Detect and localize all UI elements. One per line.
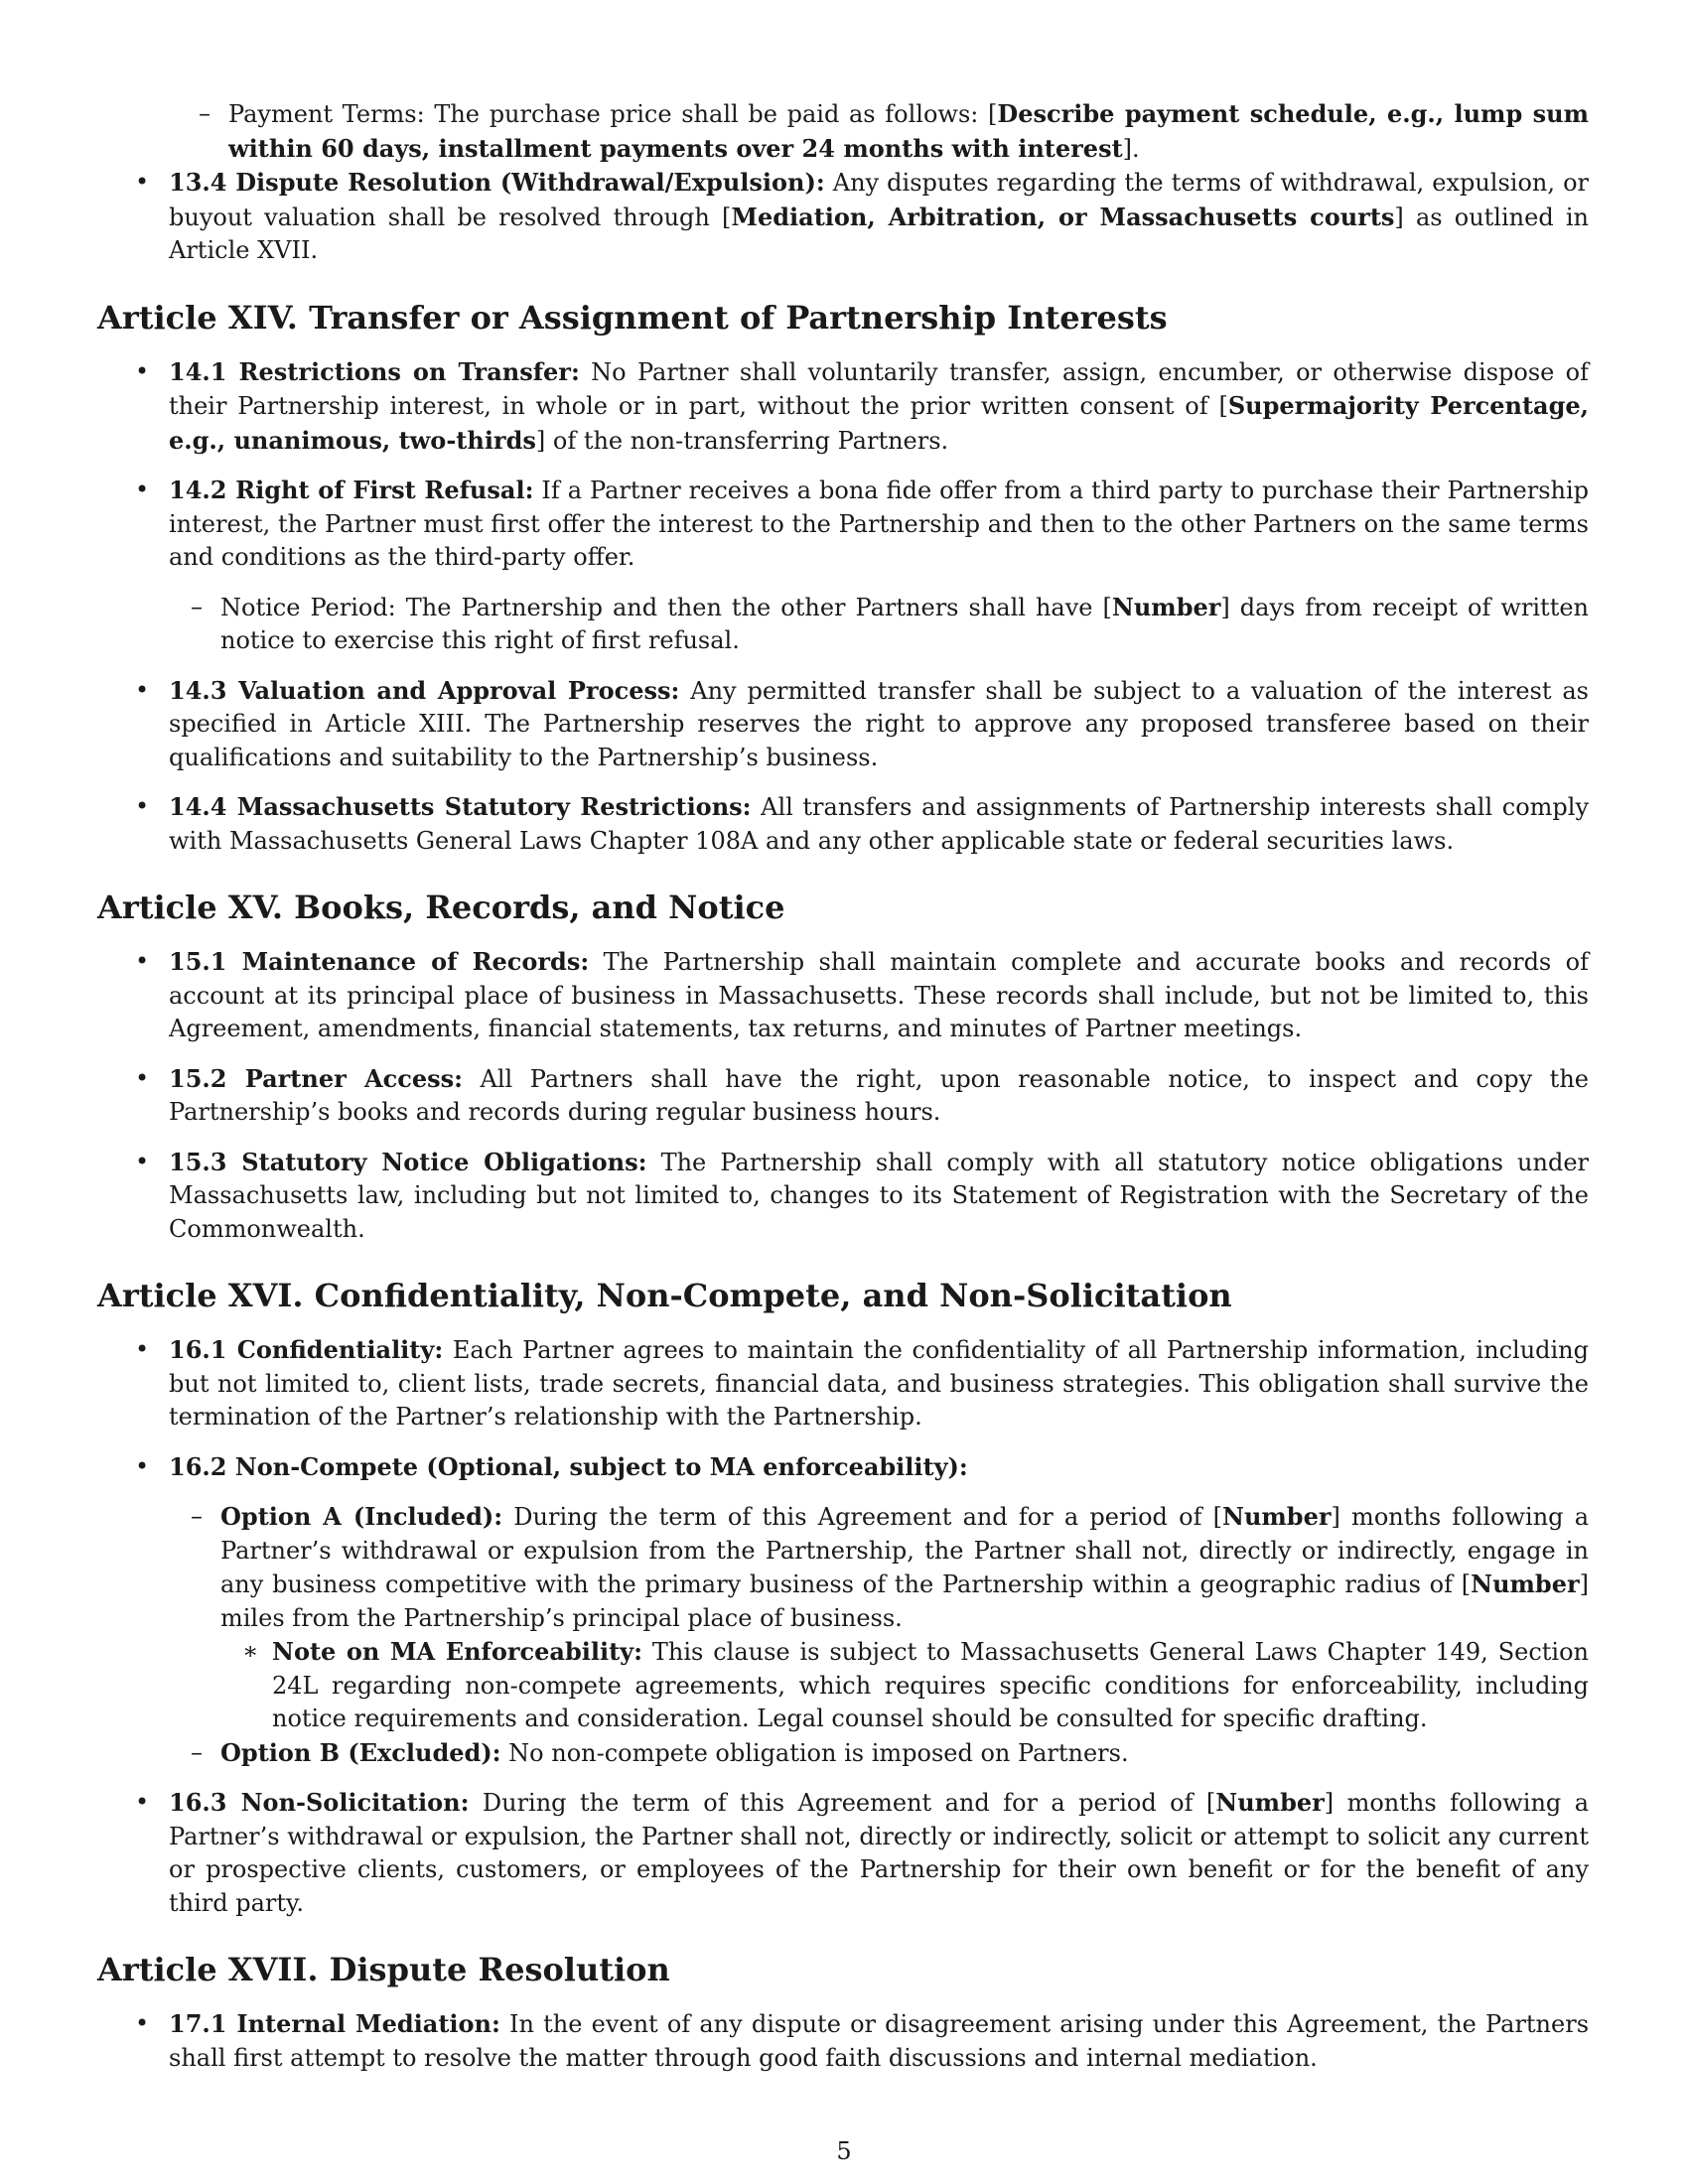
section-13-list: [99, 166, 1589, 268]
article-16-list: [99, 1333, 1589, 1920]
article-14-list: [99, 355, 1589, 859]
clause-16-2: • 16.2 Non-Compete (Optional, subject to MA enforceability): – Option A (Included): During the term of this Agreement and for a period of [Number] months following a Partner’s withdrawal or expulsion from the Partnership, the Partner shall not, directly or indirectly, engage in any business competitive with the primary business of the Partnership within a geographic radius of [Number] miles from the Partnership’s principal place of business. ∗ Note on MA Enforceability: This clause is subject to Massachusetts General Laws Chapter 149, Section 24L regarding non-compete agreements, which requires specific conditions for enforceability, including notice requirements and consideration. Legal counsel should be consulted for specific drafting. – Option B (Excluded): No non-compete obligation is imposed on Partners.: [99, 1450, 1589, 1771]
article-17-heading: Article XVII. Dispute Resolution: [97, 1951, 670, 1988]
article-16-heading: Article XVI. Confidentiality, Non-Compete, and Non-Solicitation: [97, 1277, 1232, 1314]
option-a-note-list: [220, 1635, 1589, 1736]
clause-15-1: • 15.1 Maintenance of Records: The Partnership shall maintain complete and accurate books and records of account at its principal place of business in Massachusetts. These records shall include, but not be limited to, this Agreement, amendments, financial statements, tax returns, and minutes of Partner meetings.: [99, 945, 1589, 1046]
clause-16-3: • 16.3 Non-Solicitation: During the term of this Agreement and for a period of [Number] months following a Partner’s withdrawal or expulsion, the Partner shall not, directly or indirectly, solicit or attempt to solicit any current or prospective clients, customers, or employees of the Partnership for their own benefit or for the benefit of any third party.: [99, 1786, 1589, 1920]
payment-terms-item: – Payment Terms: The purchase price shall be paid as follows: [Describe payment schedule, e.g., lump sum within 60 days, installment payments over 24 months with interest].: [99, 97, 1589, 166]
clause-14-1: • 14.1 Restrictions on Transfer: No Partner shall voluntarily transfer, assign, encumber, or otherwise dispose of their Partnership interest, in whole or in part, without the prior written consent of [Supermajority Percentage, e.g., unanimous, two-thirds] of the non-transferring Partners.: [99, 355, 1589, 459]
page-number: 5: [836, 2137, 852, 2165]
notice-period-item: – Notice Period: The Partnership and then the other Partners shall have [Number] days from receipt of written notice to exercise this right of first refusal.: [169, 591, 1589, 658]
article-17-list: [99, 2007, 1589, 2075]
ma-enforceability-note: ∗ Note on MA Enforceability: This clause is subject to Massachusetts General Laws Chapter 149, Section 24L regarding non-compete agreements, which requires specific conditions for enforceability, including notice requirements and consideration. Legal counsel should be consulted for specific drafting.: [220, 1635, 1589, 1736]
clause-15-3: • 15.3 Statutory Notice Obligations: The Partnership shall comply with all statutory notice obligations under Massachusetts law, including but not limited to, changes to its Statement of Registration with the Secretary of the Commonwealth.: [99, 1146, 1589, 1247]
clause-17-1: • 17.1 Internal Mediation: In the event of any dispute or disagreement arising under this Agreement, the Partners shall first attempt to resolve the matter through good faith discussions and internal mediation.: [99, 2007, 1589, 2075]
article-14-heading: Article XIV. Transfer or Assignment of Partnership Interests: [97, 298, 1168, 337]
clause-13-4: • 13.4 Dispute Resolution (Withdrawal/Expulsion): Any disputes regarding the terms of withdrawal, expulsion, or buyout valuation shall be resolved through [Mediation, Arbitration, or Massachusetts courts] as outlined in Article XVII.: [99, 166, 1589, 268]
document-page: [99, 97, 1589, 2075]
clause-16-2-options: [169, 1500, 1589, 1770]
clause-14-2: • 14.2 Right of First Refusal: If a Partner receives a bona fide offer from a third party to purchase their Partnership interest, the Partner must first offer the interest to the Partnership and then to the other Partners on the same terms and conditions as the third-party offer. – Notice Period: The Partnership and then the other Partners shall have [Number] days from receipt of written notice to exercise this right of first refusal.: [99, 474, 1589, 658]
clause-16-1: • 16.1 Confidentiality: Each Partner agrees to maintain the confidentiality of all Partnership information, including but not limited to, client lists, trade secrets, financial data, and business strategies. This obligation shall survive the termination of the Partner’s relationship with the Partnership.: [99, 1333, 1589, 1434]
clause-14-2-sublist: [169, 591, 1589, 658]
option-a-item: – Option A (Included): During the term of this Agreement and for a period of [Number] months following a Partner’s withdrawal or expulsion from the Partnership, the Partner shall not, directly or indirectly, engage in any business competitive with the primary business of the Partnership within a geographic radius of [Number] miles from the Partnership’s principal place of business. ∗ Note on MA Enforceability: This clause is subject to Massachusetts General Laws Chapter 149, Section 24L regarding non-compete agreements, which requires specific conditions for enforceability, including notice requirements and consideration. Legal counsel should be consulted for specific drafting.: [169, 1500, 1589, 1736]
clause-14-4: • 14.4 Massachusetts Statutory Restrictions: All transfers and assignments of Partnership interests shall comply with Massachusetts General Laws Chapter 108A and any other applicable state or federal securities laws.: [99, 790, 1589, 858]
article-15-list: [99, 945, 1589, 1246]
payment-terms-list: [99, 97, 1589, 166]
clause-15-2: • 15.2 Partner Access: All Partners shall have the right, upon reasonable notice, to inspect and copy the Partnership’s books and records during regular business hours.: [99, 1062, 1589, 1130]
clause-14-3: • 14.3 Valuation and Approval Process: Any permitted transfer shall be subject to a valuation of the interest as specified in Article XIII. The Partnership reserves the right to approve any proposed transferee based on their qualifications and suitability to the Partnership’s business.: [99, 674, 1589, 775]
article-15-heading: Article XV. Books, Records, and Notice: [97, 888, 785, 926]
option-b-item: – Option B (Excluded): No non-compete obligation is imposed on Partners.: [169, 1736, 1589, 1771]
